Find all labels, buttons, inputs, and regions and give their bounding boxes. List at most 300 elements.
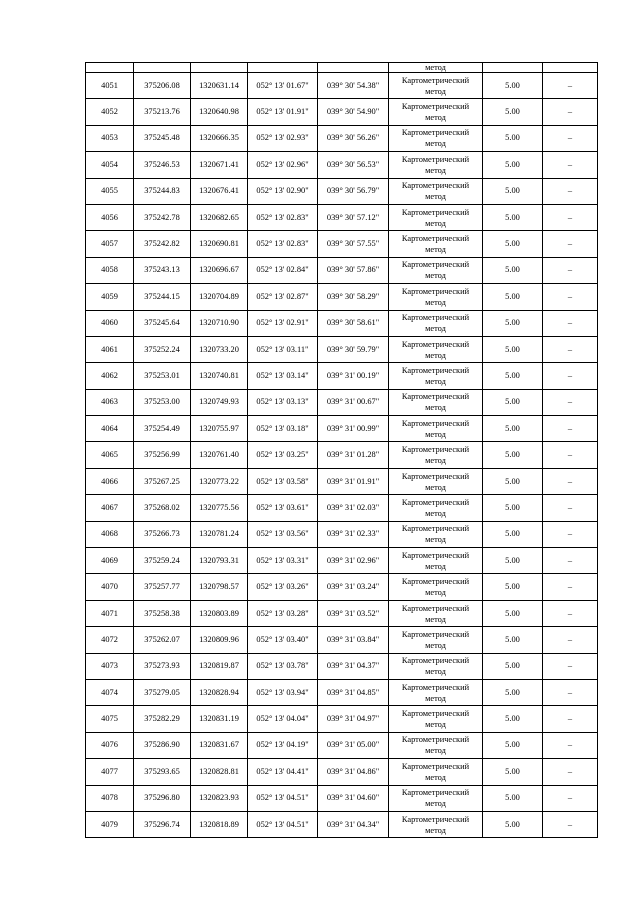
cell-description: – <box>543 310 598 336</box>
cell-y-coordinate: 1320809.96 <box>191 627 248 653</box>
cell-description: – <box>543 284 598 310</box>
cell-latitude: 052° 13' 02.83" <box>248 231 318 257</box>
cell-x-coordinate: 375259.24 <box>134 548 191 574</box>
cell-point-number: 4077 <box>86 759 134 785</box>
table-row <box>86 99 598 125</box>
cell-accuracy: 5.00 <box>483 732 543 758</box>
cell-x-coordinate: 375258.38 <box>134 600 191 626</box>
cell-method <box>389 574 483 600</box>
cell-x-coordinate: 375245.48 <box>134 125 191 151</box>
table-row <box>86 574 598 600</box>
cell-point-number: 4067 <box>86 495 134 521</box>
cell-y-coordinate: 1320775.56 <box>191 495 248 521</box>
continuation-row <box>86 63 598 73</box>
cell-point-number: 4051 <box>86 73 134 99</box>
cell-y-coordinate: 1320631.14 <box>191 73 248 99</box>
table-row <box>86 495 598 521</box>
cell-point-number: 4054 <box>86 152 134 178</box>
cell-point-number: 4060 <box>86 310 134 336</box>
cell-method <box>389 811 483 837</box>
cell-description: – <box>543 257 598 283</box>
table-row <box>86 811 598 837</box>
cell-method <box>389 706 483 732</box>
cell-accuracy: 5.00 <box>483 759 543 785</box>
method-line-1: Картометрический <box>401 207 470 217</box>
cell-point-number: 4076 <box>86 732 134 758</box>
cell-y-coordinate: 1320696.67 <box>191 257 248 283</box>
cell-method <box>389 336 483 362</box>
cell-x-coordinate: 375213.76 <box>134 99 191 125</box>
cell-empty <box>191 63 248 73</box>
cell-method <box>389 257 483 283</box>
cell-point-number: 4062 <box>86 363 134 389</box>
cell-latitude: 052° 13' 02.87" <box>248 284 318 310</box>
cell-accuracy: 5.00 <box>483 389 543 415</box>
coordinates-table <box>85 62 598 838</box>
method-line-2: метод <box>425 297 446 307</box>
cell-description: – <box>543 442 598 468</box>
method-line-2: метод <box>425 192 446 202</box>
cell-description: – <box>543 99 598 125</box>
cell-accuracy: 5.00 <box>483 231 543 257</box>
table-row <box>86 363 598 389</box>
cell-longitude: 039° 31' 02.33" <box>318 521 389 547</box>
cell-point-number: 4071 <box>86 600 134 626</box>
cell-y-coordinate: 1320781.24 <box>191 521 248 547</box>
cell-x-coordinate: 375206.08 <box>134 73 191 99</box>
method-line-2: метод <box>425 139 446 149</box>
method-line-1: Картометрический <box>401 629 470 639</box>
cell-point-number: 4061 <box>86 336 134 362</box>
cell-accuracy: 5.00 <box>483 336 543 362</box>
method-line-2: метод <box>425 667 446 677</box>
cell-y-coordinate: 1320828.81 <box>191 759 248 785</box>
cell-accuracy: 5.00 <box>483 442 543 468</box>
method-line-2: метод <box>425 350 446 360</box>
cell-method <box>389 310 483 336</box>
method-line-2: метод <box>425 640 446 650</box>
table-row <box>86 732 598 758</box>
cell-method <box>389 653 483 679</box>
cell-method-continuation: метод <box>389 63 483 73</box>
cell-latitude: 052° 13' 03.31" <box>248 548 318 574</box>
cell-x-coordinate: 375244.15 <box>134 284 191 310</box>
cell-latitude: 052° 13' 03.78" <box>248 653 318 679</box>
cell-y-coordinate: 1320682.65 <box>191 204 248 230</box>
method-line-1: Картометрический <box>401 577 470 587</box>
table-row <box>86 759 598 785</box>
cell-longitude: 039° 31' 04.97" <box>318 706 389 732</box>
cell-latitude: 052° 13' 01.67" <box>248 73 318 99</box>
cell-point-number: 4064 <box>86 416 134 442</box>
method-line-1: Картометрический <box>401 761 470 771</box>
table-body <box>86 63 598 838</box>
method-line-1: Картометрический <box>401 814 470 824</box>
method-line-2: метод <box>425 429 446 439</box>
table-row <box>86 231 598 257</box>
method-line-1: Картометрический <box>401 365 470 375</box>
cell-longitude: 039° 30' 57.12" <box>318 204 389 230</box>
table-row <box>86 416 598 442</box>
table-row <box>86 600 598 626</box>
cell-accuracy: 5.00 <box>483 521 543 547</box>
cell-y-coordinate: 1320666.35 <box>191 125 248 151</box>
cell-description: – <box>543 125 598 151</box>
method-line-2: метод <box>425 825 446 835</box>
cell-description: – <box>543 759 598 785</box>
cell-latitude: 052° 13' 02.96" <box>248 152 318 178</box>
cell-description: – <box>543 600 598 626</box>
method-line-1: Картометрический <box>401 497 470 507</box>
method-line-2: метод <box>425 403 446 413</box>
cell-accuracy: 5.00 <box>483 574 543 600</box>
cell-latitude: 052° 13' 04.04" <box>248 706 318 732</box>
cell-x-coordinate: 375243.13 <box>134 257 191 283</box>
cell-empty <box>248 63 318 73</box>
cell-y-coordinate: 1320690.81 <box>191 231 248 257</box>
cell-x-coordinate: 375257.77 <box>134 574 191 600</box>
cell-x-coordinate: 375246.53 <box>134 152 191 178</box>
cell-description: – <box>543 679 598 705</box>
cell-y-coordinate: 1320819.87 <box>191 653 248 679</box>
method-line-1: Картометрический <box>401 788 470 798</box>
cell-point-number: 4070 <box>86 574 134 600</box>
cell-point-number: 4053 <box>86 125 134 151</box>
cell-x-coordinate: 375252.24 <box>134 336 191 362</box>
method-line-2: метод <box>425 376 446 386</box>
cell-x-coordinate: 375262.07 <box>134 627 191 653</box>
cell-longitude: 039° 31' 00.19" <box>318 363 389 389</box>
method-line-2: метод <box>425 113 446 123</box>
cell-latitude: 052° 13' 03.26" <box>248 574 318 600</box>
cell-x-coordinate: 375256.99 <box>134 442 191 468</box>
cell-y-coordinate: 1320831.67 <box>191 732 248 758</box>
cell-accuracy: 5.00 <box>483 310 543 336</box>
method-line-1: Картометрический <box>401 313 470 323</box>
cell-latitude: 052° 13' 03.56" <box>248 521 318 547</box>
cell-empty <box>543 63 598 73</box>
cell-method <box>389 363 483 389</box>
cell-method <box>389 732 483 758</box>
cell-point-number: 4073 <box>86 653 134 679</box>
cell-empty <box>483 63 543 73</box>
cell-latitude: 052° 13' 02.83" <box>248 204 318 230</box>
cell-accuracy: 5.00 <box>483 495 543 521</box>
cell-accuracy: 5.00 <box>483 548 543 574</box>
cell-description: – <box>543 416 598 442</box>
cell-description: – <box>543 363 598 389</box>
cell-longitude: 039° 31' 01.28" <box>318 442 389 468</box>
cell-x-coordinate: 375296.74 <box>134 811 191 837</box>
table-row <box>86 257 598 283</box>
method-line-1: Картометрический <box>401 418 470 428</box>
cell-accuracy: 5.00 <box>483 73 543 99</box>
cell-method <box>389 495 483 521</box>
cell-x-coordinate: 375293.65 <box>134 759 191 785</box>
cell-latitude: 052° 13' 03.94" <box>248 679 318 705</box>
method-line-1: Картометрический <box>401 75 470 85</box>
cell-point-number: 4069 <box>86 548 134 574</box>
cell-method <box>389 73 483 99</box>
cell-description: – <box>543 574 598 600</box>
cell-accuracy: 5.00 <box>483 284 543 310</box>
cell-x-coordinate: 375268.02 <box>134 495 191 521</box>
cell-point-number: 4058 <box>86 257 134 283</box>
method-line-1: Картометрический <box>401 339 470 349</box>
table-row <box>86 785 598 811</box>
cell-description: – <box>543 152 598 178</box>
cell-description: – <box>543 73 598 99</box>
cell-longitude: 039° 30' 56.26" <box>318 125 389 151</box>
cell-point-number: 4079 <box>86 811 134 837</box>
cell-y-coordinate: 1320640.98 <box>191 99 248 125</box>
cell-latitude: 052° 13' 04.19" <box>248 732 318 758</box>
cell-longitude: 039° 31' 00.99" <box>318 416 389 442</box>
cell-method <box>389 442 483 468</box>
cell-method <box>389 204 483 230</box>
method-line-2: метод <box>425 508 446 518</box>
cell-y-coordinate: 1320818.89 <box>191 811 248 837</box>
cell-latitude: 052° 13' 03.25" <box>248 442 318 468</box>
method-line-1: Картометрический <box>401 524 470 534</box>
cell-latitude: 052° 13' 02.91" <box>248 310 318 336</box>
method-line-2: метод <box>425 86 446 96</box>
method-line-1: Картометрический <box>401 154 470 164</box>
cell-longitude: 039° 31' 04.34" <box>318 811 389 837</box>
method-line-2: метод <box>425 772 446 782</box>
method-line-1: Картометрический <box>401 445 470 455</box>
table-row <box>86 548 598 574</box>
cell-longitude: 039° 30' 57.55" <box>318 231 389 257</box>
cell-latitude: 052° 13' 03.14" <box>248 363 318 389</box>
cell-accuracy: 5.00 <box>483 468 543 494</box>
cell-method <box>389 759 483 785</box>
cell-longitude: 039° 31' 03.84" <box>318 627 389 653</box>
method-line-2: метод <box>425 535 446 545</box>
cell-y-coordinate: 1320828.94 <box>191 679 248 705</box>
cell-y-coordinate: 1320798.57 <box>191 574 248 600</box>
cell-x-coordinate: 375242.82 <box>134 231 191 257</box>
cell-x-coordinate: 375279.05 <box>134 679 191 705</box>
cell-description: – <box>543 468 598 494</box>
cell-accuracy: 5.00 <box>483 416 543 442</box>
cell-method <box>389 284 483 310</box>
method-line-2: метод <box>425 614 446 624</box>
cell-longitude: 039° 30' 54.38" <box>318 73 389 99</box>
cell-description: – <box>543 389 598 415</box>
method-line-2: метод <box>425 588 446 598</box>
cell-x-coordinate: 375267.25 <box>134 468 191 494</box>
cell-accuracy: 5.00 <box>483 679 543 705</box>
method-line-2: метод <box>425 746 446 756</box>
method-line-2: метод <box>425 165 446 175</box>
cell-description: – <box>543 627 598 653</box>
cell-method <box>389 548 483 574</box>
method-line-2: метод <box>425 271 446 281</box>
cell-latitude: 052° 13' 03.28" <box>248 600 318 626</box>
method-line-1: Картометрический <box>401 471 470 481</box>
cell-accuracy: 5.00 <box>483 99 543 125</box>
table-row <box>86 204 598 230</box>
method-line-1: Картометрический <box>401 656 470 666</box>
cell-latitude: 052° 13' 04.51" <box>248 785 318 811</box>
cell-y-coordinate: 1320710.90 <box>191 310 248 336</box>
cell-latitude: 052° 13' 03.18" <box>248 416 318 442</box>
cell-x-coordinate: 375244.83 <box>134 178 191 204</box>
cell-y-coordinate: 1320773.22 <box>191 468 248 494</box>
method-line-1: Картометрический <box>401 181 470 191</box>
table-row <box>86 706 598 732</box>
cell-x-coordinate: 375266.73 <box>134 521 191 547</box>
method-line-2: метод <box>425 561 446 571</box>
method-line-1: Картометрический <box>401 102 470 112</box>
cell-accuracy: 5.00 <box>483 178 543 204</box>
cell-x-coordinate: 375273.93 <box>134 653 191 679</box>
cell-accuracy: 5.00 <box>483 204 543 230</box>
cell-longitude: 039° 30' 59.79" <box>318 336 389 362</box>
cell-y-coordinate: 1320676.41 <box>191 178 248 204</box>
cell-longitude: 039° 30' 56.79" <box>318 178 389 204</box>
cell-longitude: 039° 31' 04.85" <box>318 679 389 705</box>
cell-description: – <box>543 706 598 732</box>
cell-latitude: 052° 13' 02.93" <box>248 125 318 151</box>
cell-point-number: 4055 <box>86 178 134 204</box>
method-line-2: метод <box>425 456 446 466</box>
cell-y-coordinate: 1320761.40 <box>191 442 248 468</box>
table-row <box>86 152 598 178</box>
method-line-2: метод <box>425 324 446 334</box>
cell-method <box>389 125 483 151</box>
table-row <box>86 284 598 310</box>
cell-description: – <box>543 231 598 257</box>
cell-longitude: 039° 31' 00.67" <box>318 389 389 415</box>
cell-longitude: 039° 31' 03.24" <box>318 574 389 600</box>
cell-longitude: 039° 31' 04.60" <box>318 785 389 811</box>
cell-longitude: 039° 31' 05.00" <box>318 732 389 758</box>
cell-latitude: 052° 13' 03.11" <box>248 336 318 362</box>
cell-empty <box>134 63 191 73</box>
cell-accuracy: 5.00 <box>483 257 543 283</box>
cell-y-coordinate: 1320793.31 <box>191 548 248 574</box>
table-row <box>86 389 598 415</box>
cell-x-coordinate: 375286.90 <box>134 732 191 758</box>
cell-accuracy: 5.00 <box>483 627 543 653</box>
cell-description: – <box>543 204 598 230</box>
cell-description: – <box>543 653 598 679</box>
cell-latitude: 052° 13' 04.41" <box>248 759 318 785</box>
cell-y-coordinate: 1320704.89 <box>191 284 248 310</box>
cell-method <box>389 600 483 626</box>
table-row <box>86 178 598 204</box>
cell-longitude: 039° 30' 54.90" <box>318 99 389 125</box>
cell-accuracy: 5.00 <box>483 653 543 679</box>
cell-method <box>389 152 483 178</box>
method-line-2: метод <box>425 799 446 809</box>
table-row <box>86 336 598 362</box>
cell-longitude: 039° 31' 03.52" <box>318 600 389 626</box>
cell-accuracy: 5.00 <box>483 600 543 626</box>
cell-method <box>389 231 483 257</box>
cell-longitude: 039° 30' 56.53" <box>318 152 389 178</box>
table-row <box>86 521 598 547</box>
cell-point-number: 4066 <box>86 468 134 494</box>
cell-description: – <box>543 336 598 362</box>
table-row <box>86 442 598 468</box>
method-line-1: Картометрический <box>401 392 470 402</box>
cell-y-coordinate: 1320740.81 <box>191 363 248 389</box>
cell-description: – <box>543 548 598 574</box>
method-line-2: метод <box>425 245 446 255</box>
cell-y-coordinate: 1320755.97 <box>191 416 248 442</box>
cell-description: – <box>543 785 598 811</box>
cell-accuracy: 5.00 <box>483 811 543 837</box>
method-line-2: метод <box>425 720 446 730</box>
method-line-1: Картометрический <box>401 550 470 560</box>
table-row <box>86 73 598 99</box>
method-line-1: Картометрический <box>401 128 470 138</box>
cell-longitude: 039° 31' 04.86" <box>318 759 389 785</box>
cell-method <box>389 521 483 547</box>
cell-x-coordinate: 375254.49 <box>134 416 191 442</box>
cell-accuracy: 5.00 <box>483 125 543 151</box>
table-row <box>86 653 598 679</box>
cell-method <box>389 99 483 125</box>
cell-description: – <box>543 495 598 521</box>
cell-description: – <box>543 732 598 758</box>
cell-method <box>389 416 483 442</box>
cell-point-number: 4078 <box>86 785 134 811</box>
cell-longitude: 039° 31' 01.91" <box>318 468 389 494</box>
method-line-1: Картометрический <box>401 286 470 296</box>
cell-description: – <box>543 811 598 837</box>
method-line-1: Картометрический <box>401 709 470 719</box>
cell-method <box>389 785 483 811</box>
cell-point-number: 4072 <box>86 627 134 653</box>
cell-method <box>389 679 483 705</box>
cell-point-number: 4065 <box>86 442 134 468</box>
cell-latitude: 052° 13' 03.61" <box>248 495 318 521</box>
cell-point-number: 4059 <box>86 284 134 310</box>
cell-latitude: 052° 13' 02.90" <box>248 178 318 204</box>
cell-y-coordinate: 1320803.89 <box>191 600 248 626</box>
cell-point-number: 4074 <box>86 679 134 705</box>
cell-accuracy: 5.00 <box>483 785 543 811</box>
cell-x-coordinate: 375253.00 <box>134 389 191 415</box>
cell-method <box>389 178 483 204</box>
method-line-1: Картометрический <box>401 735 470 745</box>
cell-description: – <box>543 521 598 547</box>
table-row <box>86 627 598 653</box>
cell-x-coordinate: 375253.01 <box>134 363 191 389</box>
cell-description: – <box>543 178 598 204</box>
cell-x-coordinate: 375245.64 <box>134 310 191 336</box>
cell-x-coordinate: 375242.78 <box>134 204 191 230</box>
table-row <box>86 310 598 336</box>
method-line-1: Картометрический <box>401 260 470 270</box>
table-row <box>86 679 598 705</box>
cell-y-coordinate: 1320733.20 <box>191 336 248 362</box>
method-line-1: Картометрический <box>401 603 470 613</box>
method-line-2: метод <box>425 218 446 228</box>
cell-y-coordinate: 1320749.93 <box>191 389 248 415</box>
cell-point-number: 4075 <box>86 706 134 732</box>
cell-x-coordinate: 375296.80 <box>134 785 191 811</box>
cell-latitude: 052° 13' 02.84" <box>248 257 318 283</box>
cell-latitude: 052° 13' 04.51" <box>248 811 318 837</box>
cell-y-coordinate: 1320823.93 <box>191 785 248 811</box>
cell-latitude: 052° 13' 03.40" <box>248 627 318 653</box>
cell-x-coordinate: 375282.29 <box>134 706 191 732</box>
